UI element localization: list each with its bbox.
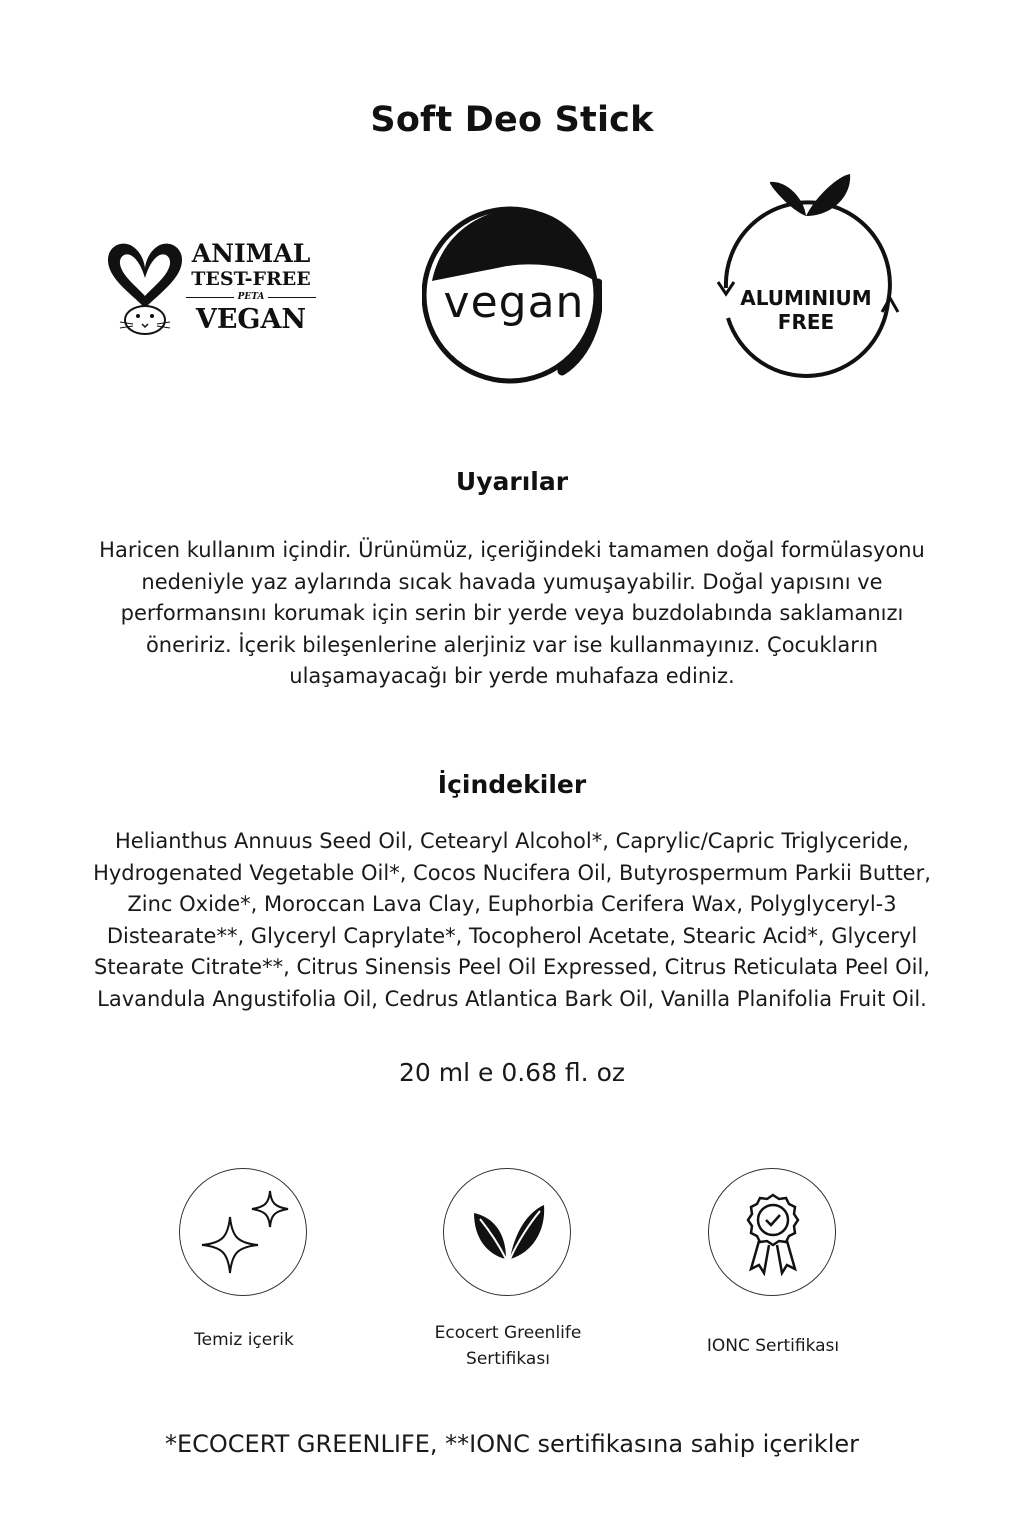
- aluminium-line: ALUMINIUM: [740, 286, 872, 310]
- ecocert-circle: [443, 1168, 571, 1296]
- clean-ingredients-caption: Temiz içerik: [194, 1330, 294, 1350]
- page-title: Soft Deo Stick: [370, 100, 654, 140]
- peta-line-animal: ANIMAL: [191, 239, 311, 268]
- vegan-badge: [422, 203, 602, 385]
- warnings-heading: Uyarılar: [455, 467, 569, 496]
- warnings-text: Haricen kullanım içindir. Ürünümüz, içeriğindeki tamamen doğal formülasyonu nedeniyle yaz aylarında sıcak havada yumuşayabilir. Doğal yapısını ve performansını korumak için serin bir yerde veya buzdolabında saklamanızı öneririz. İçerik bileşenlerine alerjiniz var ise kullanmayınız. Çocukların ulaşamayacağı bir yerde muhafaza ediniz.: [99, 538, 925, 688]
- vegan-text: vegan: [443, 277, 585, 328]
- free-line: FREE: [777, 310, 835, 334]
- apple-leaf-cycle-icon: [708, 170, 904, 390]
- peta-mark: PETA: [237, 292, 265, 302]
- ecocert-caption-line1: Ecocert Greenlife: [434, 1323, 582, 1343]
- ionc-circle: [708, 1168, 836, 1296]
- ingredients-heading: İçindekiler: [437, 770, 587, 799]
- award-ribbon-icon: [709, 1169, 837, 1297]
- peta-vegan-badge: [100, 238, 320, 342]
- bunny-heart-icon: [100, 238, 190, 342]
- ecocert-caption-line2: Sertifikası: [466, 1349, 550, 1369]
- leaves-icon: [444, 1169, 572, 1297]
- aluminium-free-badge: [708, 170, 904, 390]
- sparkle-icon: [180, 1169, 308, 1297]
- ionc-caption: IONC Sertifikası: [706, 1336, 840, 1356]
- peta-line-vegan: VEGAN: [195, 304, 307, 335]
- volume-text: 20 ml e 0.68 fl. oz: [398, 1058, 625, 1087]
- ecocert-caption: [388, 1320, 628, 1372]
- peta-line-test-free: TEST-FREE: [191, 268, 311, 290]
- ingredients-text: Helianthus Annuus Seed Oil, Cetearyl Alcohol*, Caprylic/Capric Triglyceride, Hydrogenated Vegetable Oil*, Cocos Nucifera Oil, Butyrospermum Parkii Butter, Zinc Oxide*, Moroccan Lava Clay, Euphorbia Cerifera Wax, Polyglyceryl-3 Distearate**, Glyceryl Caprylate*, Tocopherol Acetate, Stearic Acid*, Glyceryl Stearate Citrate**, Citrus Sinensis Peel Oil Expressed, Citrus Reticulata Peel Oil, Lavandula Angustifolia Oil, Cedrus Atlantica Bark Oil, Vanilla Planifolia Fruit Oil.: [93, 829, 931, 1011]
- footnote: *ECOCERT GREENLIFE, **IONC sertifikasına sahip içerikler: [164, 1430, 860, 1458]
- clean-ingredients-circle: [179, 1168, 307, 1296]
